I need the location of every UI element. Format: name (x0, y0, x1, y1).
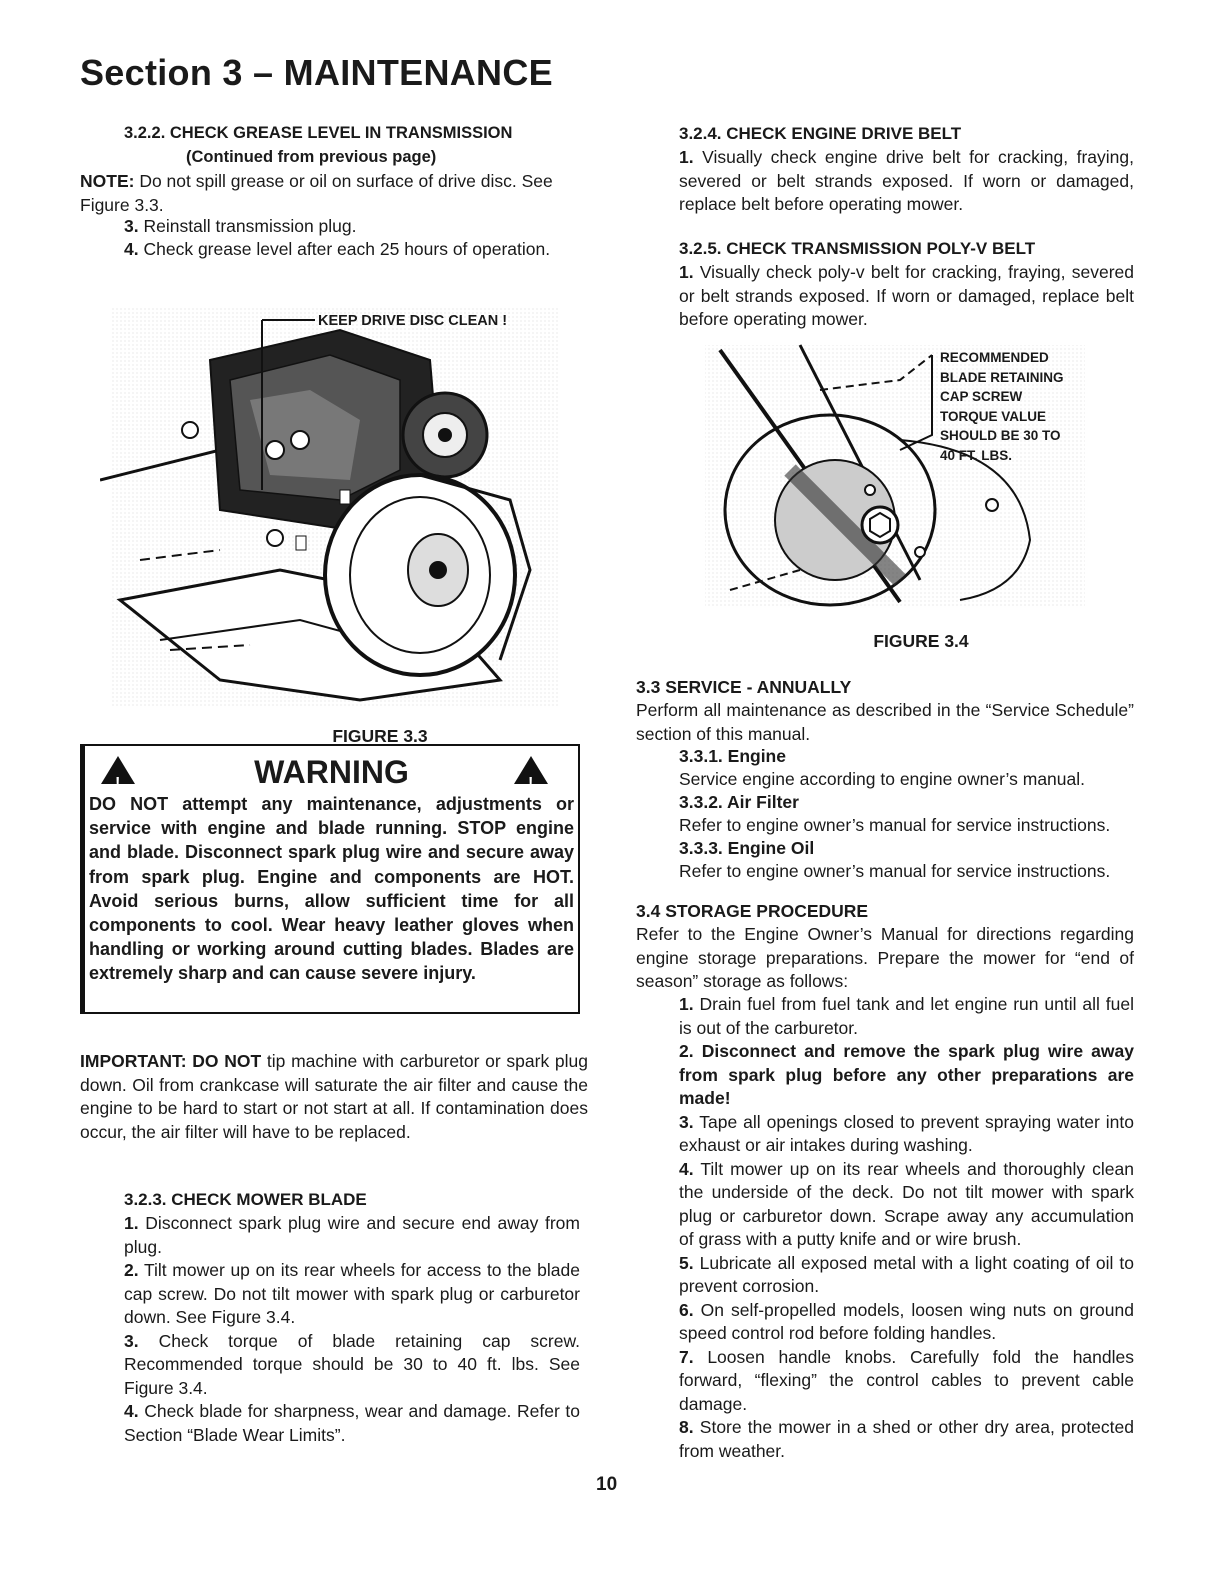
subsection-heading-3-3-1: 3.3.1. Engine (679, 746, 786, 766)
step-text: Drain fuel from fuel tank and let engine run until all fuel is out of the carburetor. (679, 994, 1134, 1038)
paragraph: Service engine according to engine owner’s manual. (679, 769, 1085, 789)
step-text: Visually check engine drive belt for cracking, fraying, severed or belt strands exposed. If worn or damaged, replace belt before operating mower. (679, 147, 1134, 214)
callout-line: RECOMMENDED (940, 350, 1049, 365)
callout-line: SHOULD BE 30 TO (940, 428, 1061, 443)
step-text: Tilt mower up on its rear wheels for access to the blade cap screw. Do not tilt mower with spark plug or carburetor down. See Figure 3.4. (124, 1260, 580, 1327)
step-item (124, 1212, 580, 1259)
paragraph: Perform all maintenance as described in the “Service Schedule” section of this manual. (636, 700, 1134, 744)
step-number: 1. (679, 262, 694, 282)
step-number: 3. (124, 216, 139, 236)
subsection-heading-3-3-3: 3.3.3. Engine Oil (679, 838, 815, 858)
paragraph: Refer to the Engine Owner’s Manual for directions regarding engine storage preparations. Prepare the mower for “end of season” storage as follows: (636, 924, 1134, 991)
step-text: Check torque of blade retaining cap screw. Recommended torque should be 30 to 40 ft. lbs. See Figure 3.4. (124, 1330, 580, 1398)
step-number: 8. (679, 1417, 694, 1437)
warning-header (89, 752, 574, 792)
warning-title: WARNING (254, 754, 409, 790)
step-text: Tape all openings closed to prevent spraying water into exhaust or air intakes during washing. (679, 1111, 1135, 1155)
figure-callout-label (940, 348, 1064, 465)
page-title: Section 3 – MAINTENANCE (80, 52, 553, 93)
step-number: 2. (679, 1041, 694, 1061)
step-text: Store the mower in a shed or other dry area, protected from weather. (679, 1417, 1134, 1461)
callout-line: CAP SCREW (940, 389, 1023, 404)
important-paragraph (80, 1050, 588, 1144)
section-heading-3-2-5: 3.2.5. CHECK TRANSMISSION POLY-V BELT (679, 239, 1036, 258)
step-item (124, 1259, 580, 1330)
warning-triangle-icon (514, 756, 548, 784)
page-number: 10 (596, 1474, 618, 1495)
note-paragraph (80, 170, 580, 217)
note-text: Do not spill grease or oil on surface of drive disc. See Figure 3.3. (80, 171, 553, 215)
step-text: Tilt mower up on its rear wheels and thoroughly clean the underside of the deck. Do not tilt mower with spark plug or carburetor down. Scrape away any accumulation of grass with a putty knife and or wire brush. (679, 1158, 1135, 1249)
step-number: 6. (679, 1299, 694, 1320)
important-text: tip machine with carburetor or spark plug down. Oil from crankcase will saturate the air filter and cause the engine to be hard to start or not start at all. If contamination does occur, the air filter will have to be replaced. (80, 1051, 588, 1142)
callout-line: TORQUE VALUE (940, 408, 1047, 424)
figure-callout-label: KEEP DRIVE DISC CLEAN ! (318, 313, 508, 329)
blade-steps-list (124, 1212, 580, 1447)
subsection-heading-3-3-2: 3.3.2. Air Filter (679, 792, 799, 812)
step-number: 5. (679, 1252, 694, 1273)
paragraph: Refer to engine owner’s manual for service instructions. (679, 861, 1111, 881)
step-number: 4. (124, 239, 139, 259)
figure-3-4-illustration (700, 340, 1100, 610)
section-heading-3-2-3: 3.2.3. CHECK MOWER BLADE (124, 1190, 367, 1209)
section-heading-3-4: 3.4 STORAGE PROCEDURE (636, 901, 869, 921)
step-item (679, 1040, 1134, 1111)
warning-box (80, 744, 580, 1014)
step-number: 1. (679, 994, 694, 1014)
section-heading-3-3: 3.3 SERVICE - ANNUALLY (636, 677, 852, 697)
step-number: 7. (679, 1346, 694, 1367)
step-item (679, 993, 1134, 1040)
step-text: On self-propelled models, loosen wing nuts on ground speed control rod before folding handles. (679, 1299, 1134, 1343)
step-item (124, 215, 580, 239)
note-label: NOTE: (80, 171, 135, 191)
step-text: Check blade for sharpness, wear and damage. Refer to Section “Blade Wear Limits”. (124, 1401, 580, 1445)
step-number: 3. (679, 1111, 694, 1132)
callout-line: BLADE RETAINING (940, 369, 1064, 385)
step-item (124, 1330, 580, 1401)
step-text: Reinstall transmission plug. (143, 216, 357, 236)
step-item (679, 1252, 1134, 1299)
section-heading-3-2-4: 3.2.4. CHECK ENGINE DRIVE BELT (679, 124, 962, 143)
section-subheading: (Continued from previous page) (186, 148, 437, 166)
step-item (679, 1416, 1134, 1463)
step-item (124, 1400, 580, 1447)
step-text: Check grease level after each 25 hours of operation. (143, 239, 551, 259)
step-item (679, 1111, 1134, 1158)
step-text: Disconnect spark plug wire and secure end away from plug. (124, 1213, 580, 1257)
step-item (679, 1299, 1134, 1346)
step-text: Disconnect and remove the spark plug wire away from spark plug before any other preparations are made! (679, 1041, 1134, 1108)
warning-text: DO NOT attempt any maintenance, adjustments or service with engine and blade running. STOP engine and blade. Disconnect spark plug wire and secure away from spark plug. Engine and components are HOT. Avoid serious burns, allow sufficient time for all components to cool. Wear heavy leather gloves when handling or working around cutting blades. Blades are extremely sharp and can cause severe injury. (89, 794, 574, 984)
step-text: Loosen handle knobs. Carefully fold the handles forward, “flexing” the control cables to prevent cable damage. (679, 1346, 1134, 1414)
step-item (124, 238, 580, 262)
storage-steps-list (679, 993, 1134, 1463)
figure-3-3-caption: FIGURE 3.3 (332, 726, 428, 746)
transmission-drawing (100, 300, 570, 710)
figure-3-3-illustration (100, 300, 570, 710)
step-number: 1. (679, 147, 694, 167)
step-text: Lubricate all exposed metal with a light coating of oil to prevent corrosion. (679, 1252, 1134, 1296)
step-text: Visually check poly-v belt for cracking, fraying, severed or belt strands exposed. If worn or damaged, replace belt before operating mower. (679, 262, 1134, 329)
step-item (679, 1158, 1134, 1252)
step-item (679, 1346, 1134, 1417)
step-number: 2. (124, 1260, 139, 1280)
step-number: 4. (124, 1401, 139, 1421)
section-heading-3-2-2: 3.2.2. CHECK GREASE LEVEL IN TRANSMISSION (124, 124, 513, 142)
step-item (679, 146, 1134, 217)
callout-line: 40 FT. LBS. (940, 447, 1013, 463)
step-item (679, 261, 1134, 332)
step-number: 4. (679, 1158, 694, 1179)
step-number: 3. (124, 1330, 139, 1351)
important-label: IMPORTANT: DO NOT (80, 1051, 262, 1071)
figure-3-4-caption: FIGURE 3.4 (873, 631, 969, 651)
warning-triangle-icon (101, 756, 135, 784)
step-number: 1. (124, 1213, 139, 1233)
paragraph: Refer to engine owner’s manual for service instructions. (679, 815, 1111, 835)
